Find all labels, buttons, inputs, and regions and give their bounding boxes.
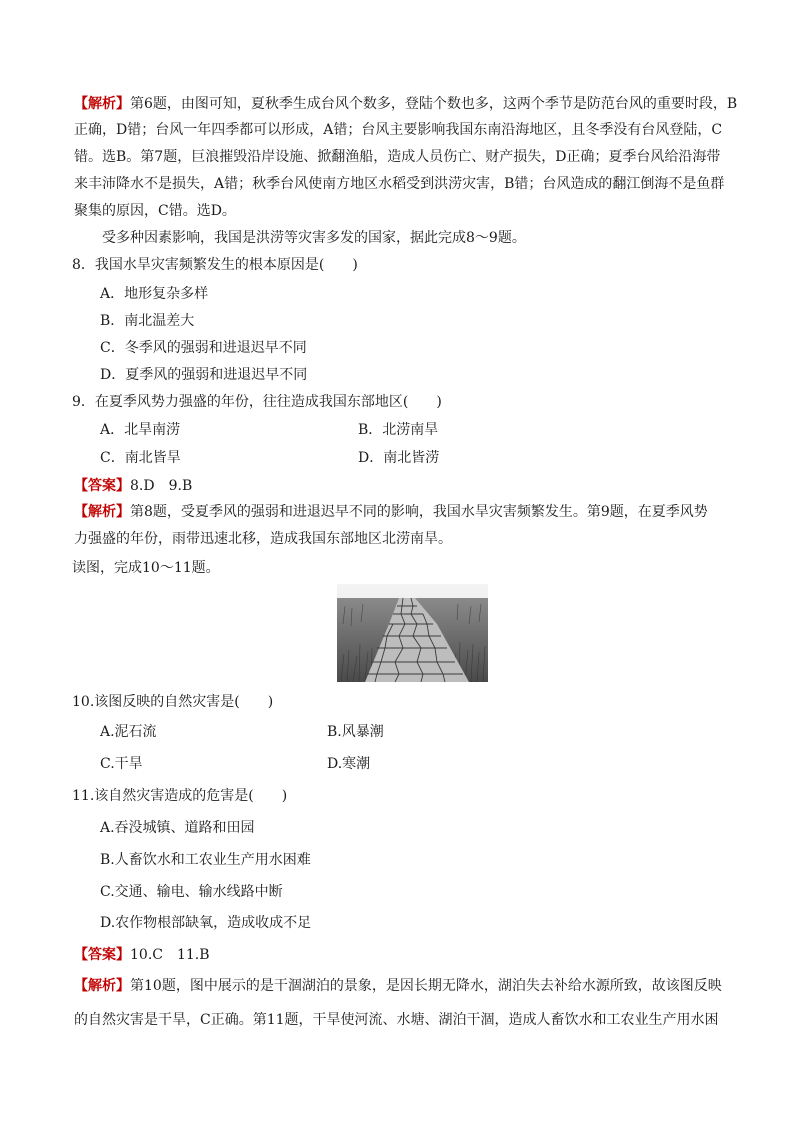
question-11-option-a: A.吞没城镇、道路和田园 (100, 820, 255, 836)
question-11-stem: 11.该自然灾害造成的危害是( ) (72, 788, 288, 804)
question-9-option-c: C．南北皆旱 (100, 450, 181, 466)
analysis-tag: 【解析】 (74, 978, 130, 994)
analysis-line: 聚集的原因，C错。选D。 (74, 203, 236, 219)
analysis-line: 【解析】第8题，受夏季风的强弱和进退迟早不同的影响，我国水旱灾害频繁发生。第9题，在夏季风势 (74, 504, 708, 520)
analysis-tag: 【解析】 (74, 96, 130, 112)
question-9-option-a: A．北旱南涝 (100, 422, 181, 438)
answer-tag: 【答案】 (74, 478, 130, 494)
question-8-option-a: A．地形复杂多样 (100, 286, 209, 302)
analysis-line: 正确，D错；台风一年四季都可以形成，A错；台风主要影响我国东南沿海地区，且冬季没有台风登陆，C (74, 122, 723, 138)
question-10-stem: 10.该图反映的自然灾害是( ) (72, 694, 274, 710)
analysis-tag: 【解析】 (74, 504, 130, 520)
question-11-option-c: C.交通、输电、输水线路中断 (100, 884, 283, 900)
question-11-option-d: D.农作物根部缺氧，造成收成不足 (100, 915, 312, 931)
question-10-option-d: D.寒潮 (327, 756, 371, 772)
section-intro: 读图，完成10～11题。 (72, 560, 220, 576)
question-11-option-b: B.人畜饮水和工农业生产用水困难 (100, 852, 311, 868)
question-9-option-d: D．南北皆涝 (358, 450, 440, 466)
question-8-option-c: C．冬季风的强弱和进退迟早不同 (100, 340, 307, 356)
dry-cracked-riverbed-photo (337, 584, 488, 682)
question-8-option-d: D．夏季风的强弱和进退迟早不同 (100, 367, 308, 383)
answer-tag: 【答案】 (74, 947, 130, 963)
section-intro: 受多种因素影响，我国是洪涝等灾害多发的国家，据此完成8～9题。 (102, 230, 526, 246)
question-9-option-b: B．北涝南旱 (358, 422, 439, 438)
analysis-line: 【解析】第10题，图中展示的是干涸湖泊的景象，是因长期无降水，湖泊失去补给水源所致，故该图反映 (74, 978, 722, 994)
analysis-line: 的自然灾害是干旱，C正确。第11题，干旱使河流、水塘、湖泊干涸，造成人畜饮水和工农业生产用水困 (74, 1012, 719, 1028)
question-10-option-a: A.泥石流 (100, 724, 157, 740)
question-10-option-b: B.风暴潮 (327, 724, 384, 740)
question-10-option-c: C.干旱 (100, 756, 143, 772)
question-9-stem: 9．在夏季风势力强盛的年份，往往造成我国东部地区( ) (72, 394, 442, 410)
analysis-line: 来丰沛降水不是损失，A错；秋季台风使南方地区水稻受到洪涝灾害，B错；台风造成的翻江倒海不是鱼群 (74, 176, 725, 192)
question-8-stem: 8．我国水旱灾害频繁发生的根本原因是( ) (72, 257, 358, 273)
question-8-option-b: B．南北温差大 (100, 313, 195, 329)
answer-line: 【答案】8.D 9.B (74, 478, 193, 494)
analysis-line: 错。选B。第7题，巨浪摧毁沿岸设施、掀翻渔船，造成人员伤亡、财产损失，D正确；夏季台风给沿海带 (74, 149, 721, 165)
analysis-line: 【解析】第6题，由图可知，夏秋季生成台风个数多，登陆个数也多，这两个季节是防范台风的重要时段，B (74, 96, 738, 112)
analysis-line: 力强盛的年份，雨带迅速北移，造成我国东部地区北涝南旱。 (74, 531, 452, 547)
answer-line: 【答案】10.C 11.B (74, 947, 210, 963)
